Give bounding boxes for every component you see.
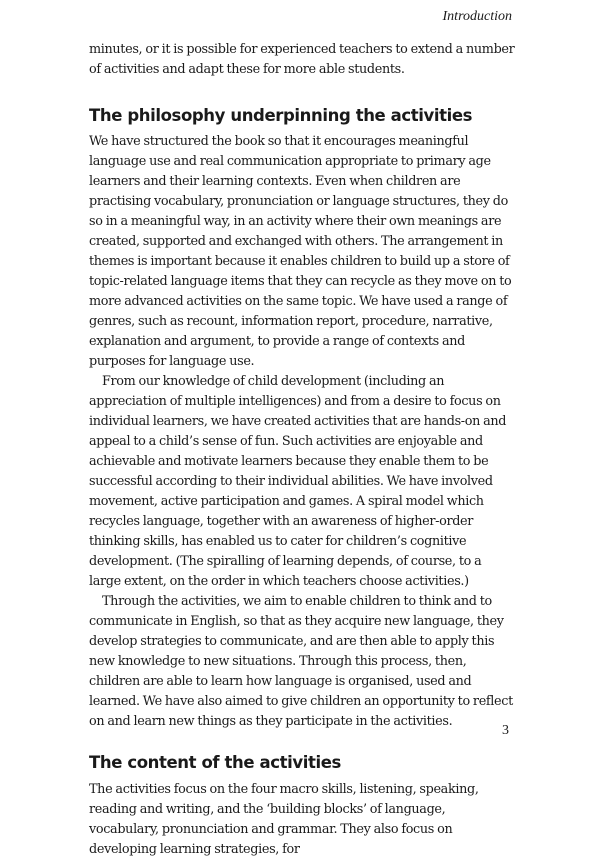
page-number: 3 — [502, 723, 509, 738]
page-body — [89, 40, 515, 860]
paragraph-philosophy-2: From our knowledge of child development (including an appreciation of multiple intelligences) and from a desire to focus on individual learners, we have created activities that are hands-on and appeal to a child’s sense of fun. Such activities are enjoyable and achievable and motivate learners because they enable them to be successful according to their individual abilities. We have involved movement, active participation and games. A spiral model which recycles language, together with an awareness of higher-order thinking skills, has enabled us to cater for children’s cognitive development. (The spiralling of learning depends, of course, to a large extent, on the order in which teachers choose activities.) — [89, 374, 507, 589]
paragraph-philosophy-1: We have structured the book so that it encourages meaningful language use and real communication appropriate to primary age learners and their learning contexts. Even when children are practising vocabulary, pronunciation or language structures, they do so in a meaningful way, in an activity where their own meanings are created, supported and exchanged with others. The arrangement in themes is important because it enables children to build up a store of topic-related language items that they can recycle as they move on to more advanced activities on the same topic. We have used a range of genres, such as recount, information report, procedure, narrative, explanation and argument, to provide a range of contexts and purposes for language use. — [89, 134, 512, 369]
paragraph-content-1: The activities focus on the four macro skills, listening, speaking, reading and writing, and the ‘building blocks’ of language, vocabulary, pronunciation and grammar. They also focus on developing learning strategies, for — [89, 782, 479, 857]
section-heading-content: The content of the activities — [89, 753, 341, 772]
paragraph-philosophy-3: Through the activities, we aim to enable children to think and to communicate in English, so that as they acquire new language, they develop strategies to communicate, and are then able to apply this new knowledge to new situations. Through this process, then, children are able to learn how language is organised, used and learned. We have also aimed to give children an opportunity to reflect on and learn new things as they participate in the activities. — [89, 594, 513, 729]
running-head-title: Introduction — [442, 9, 512, 24]
continuation-paragraph: minutes, or it is possible for experienced teachers to extend a number of activities and adapt these for more able students. — [89, 42, 515, 77]
section-heading-philosophy: The philosophy underpinning the activities — [89, 106, 473, 125]
